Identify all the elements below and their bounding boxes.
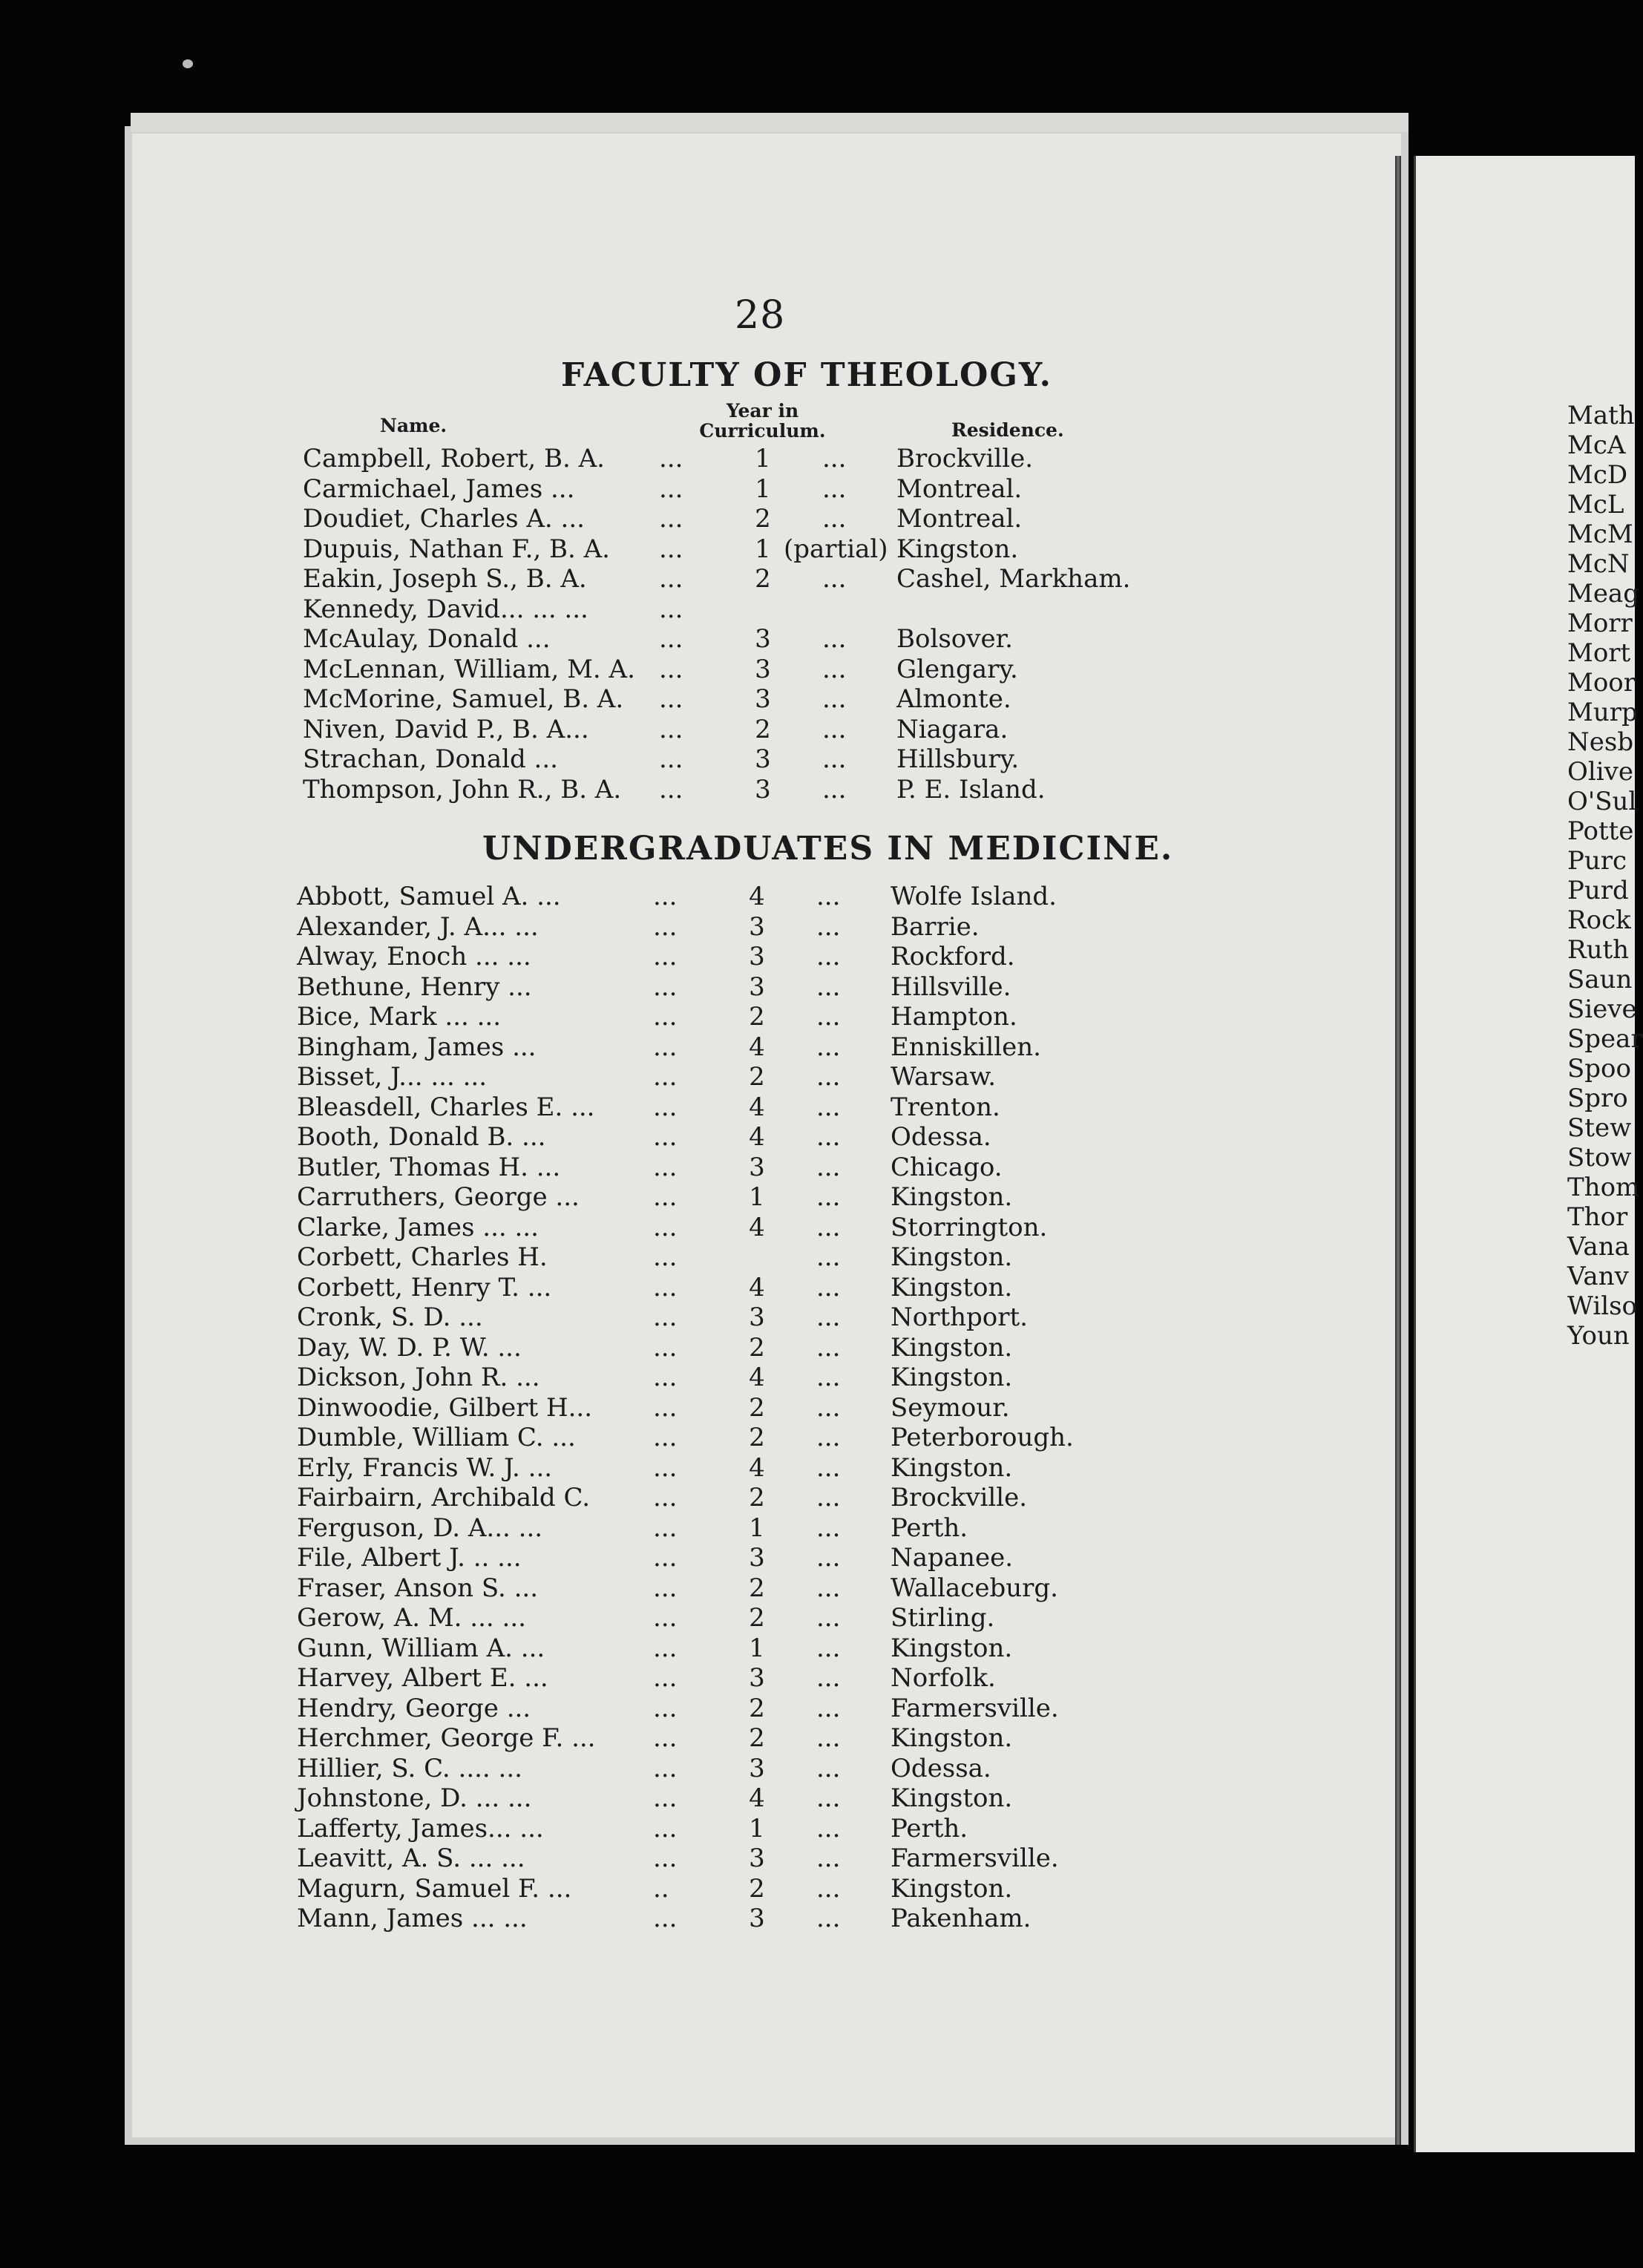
year-in-curriculum: 3	[755, 654, 771, 684]
residence: Kingston.	[891, 1363, 1013, 1392]
leader-dots: ...	[816, 1242, 841, 1272]
leader-dots: ...	[816, 1452, 841, 1483]
residence: Trenton.	[891, 1092, 1000, 1122]
leader-dots: ...	[816, 1182, 841, 1212]
year-in-curriculum: 4	[749, 1272, 765, 1302]
leader-dots: ...	[822, 624, 847, 654]
residence: Peterborough.	[891, 1423, 1074, 1452]
leader-dots: ...	[653, 1092, 678, 1122]
student-name: Gerow, A. M. ... ...	[297, 1603, 526, 1633]
student-name: Butler, Thomas H. ...	[297, 1152, 561, 1182]
leader-dots: ...	[659, 504, 683, 534]
leader-dots: ...	[653, 1783, 678, 1813]
leader-dots: ...	[816, 1392, 841, 1423]
year-in-curriculum: 1	[755, 534, 771, 564]
residence: Kingston.	[891, 1182, 1013, 1212]
student-name: McLennan, William, M. A.	[303, 654, 635, 684]
leader-dots: ...	[822, 444, 847, 473]
year-in-curriculum: 3	[749, 942, 765, 971]
name-fragment: Math	[1567, 401, 1635, 430]
leader-dots: ...	[822, 684, 847, 714]
year-in-curriculum: 2	[749, 1332, 765, 1363]
leader-dots: ...	[822, 774, 847, 804]
student-name: Kennedy, David... ... ...	[303, 594, 588, 624]
leader-dots: ...	[653, 1843, 678, 1873]
year-in-curriculum: 4	[749, 1092, 765, 1122]
residence: Hillsville.	[891, 971, 1011, 1002]
page-number: 28	[735, 293, 786, 338]
leader-dots: ...	[653, 1363, 678, 1392]
year-in-curriculum: 1	[749, 1512, 765, 1543]
year-in-curriculum: 1	[749, 1813, 765, 1843]
leader-dots: ...	[653, 1753, 678, 1783]
leader-dots: ...	[816, 942, 841, 971]
student-name: Alway, Enoch ... ...	[297, 942, 531, 971]
residence: Warsaw.	[891, 1062, 997, 1092]
residence: Kingston.	[891, 1272, 1013, 1302]
leader-dots: ...	[816, 1573, 841, 1603]
year-in-curriculum: 3	[749, 971, 765, 1002]
leader-dots: ...	[653, 1272, 678, 1302]
residence: Kingston.	[891, 1633, 1013, 1663]
leader-dots: ...	[653, 1813, 678, 1843]
leader-dots: ...	[653, 1573, 678, 1603]
medicine-heading: UNDERGRADUATES IN MEDICINE.	[482, 830, 1174, 868]
year-in-curriculum: 2	[749, 1693, 765, 1723]
residence: Enniskillen.	[891, 1032, 1041, 1062]
student-name: Corbett, Charles H.	[297, 1242, 548, 1272]
leader-dots: ...	[816, 882, 841, 911]
leader-dots: ...	[816, 1363, 841, 1392]
residence: Wolfe Island.	[891, 882, 1057, 911]
year-in-curriculum: 2	[749, 1392, 765, 1423]
column-header-year: Year in Curriculum.	[699, 400, 826, 442]
year-in-curriculum: 3	[749, 1663, 765, 1693]
leader-dots: ...	[822, 714, 847, 744]
student-name: Dickson, John R. ...	[297, 1363, 540, 1392]
student-name: Thompson, John R., B. A.	[303, 774, 622, 804]
leader-dots: ...	[816, 1423, 841, 1452]
year-in-curriculum: 2	[749, 1002, 765, 1032]
residence: Barrie.	[891, 911, 980, 942]
column-header-residence: Residence.	[951, 419, 1064, 441]
residence: Norfolk.	[891, 1663, 996, 1693]
year-in-curriculum: 3	[749, 1543, 765, 1573]
leader-dots: ...	[816, 1272, 841, 1302]
residence: Northport.	[891, 1302, 1028, 1332]
residence: Kingston.	[891, 1723, 1013, 1753]
student-name: Bingham, James ...	[297, 1032, 537, 1062]
year-in-curriculum: 3	[749, 1302, 765, 1332]
leader-dots: ...	[816, 1002, 841, 1032]
residence: Pakenham.	[891, 1904, 1032, 1933]
name-fragment: O'Sul	[1567, 787, 1637, 816]
leader-dots: ...	[653, 1452, 678, 1483]
year-in-curriculum: 3	[755, 684, 771, 714]
year-in-curriculum: 2	[749, 1723, 765, 1753]
leader-dots: ...	[816, 1122, 841, 1152]
residence: P. E. Island.	[896, 774, 1046, 804]
leader-dots: ...	[659, 624, 683, 654]
name-fragment: Sieve	[1567, 994, 1637, 1024]
leader-dots: ...	[822, 744, 847, 774]
residence: Bolsover.	[896, 624, 1013, 654]
residence: Cashel, Markham.	[896, 564, 1131, 594]
name-fragment: McD	[1567, 460, 1628, 490]
student-name: Carruthers, George ...	[297, 1182, 580, 1212]
residence: Glengary.	[896, 654, 1018, 684]
name-fragment: Ruth	[1567, 935, 1630, 965]
year-in-curriculum: 2	[749, 1573, 765, 1603]
year-in-curriculum: 4	[749, 1452, 765, 1483]
residence: Kingston.	[891, 1452, 1013, 1483]
name-fragment: Nesb	[1567, 727, 1634, 757]
year-in-curriculum: 1	[749, 1182, 765, 1212]
column-header-name: Name.	[380, 415, 447, 436]
leader-dots: ...	[653, 971, 678, 1002]
leader-dots: ...	[653, 1723, 678, 1753]
leader-dots: ...	[653, 942, 678, 971]
student-name: Mann, James ... ...	[297, 1904, 528, 1933]
student-name: Hillier, S. C. .... ...	[297, 1753, 522, 1783]
leader-dots: ...	[816, 1032, 841, 1062]
student-name: Erly, Francis W. J. ...	[297, 1452, 553, 1483]
leader-dots: ...	[659, 654, 683, 684]
leader-dots: ...	[816, 1152, 841, 1182]
name-fragment: McN	[1567, 549, 1630, 579]
name-fragment: Purd	[1567, 876, 1629, 905]
year-in-curriculum: 1	[755, 473, 771, 504]
leader-dots: ...	[816, 1302, 841, 1332]
year-note: (partial)	[784, 534, 888, 564]
leader-dots: ...	[816, 1212, 841, 1242]
year-in-curriculum: 2	[749, 1483, 765, 1512]
residence: Storrington.	[891, 1212, 1048, 1242]
residence: Kingston.	[896, 534, 1019, 564]
name-fragment: Meag	[1567, 579, 1639, 609]
name-fragment: Vana	[1567, 1232, 1630, 1262]
residence: Odessa.	[891, 1122, 991, 1152]
leader-dots: ...	[816, 1633, 841, 1663]
name-fragment: Vanv	[1567, 1262, 1629, 1291]
student-name: Carmichael, James ...	[303, 473, 575, 504]
name-fragment: Saun	[1567, 965, 1633, 994]
leader-dots: ...	[816, 1693, 841, 1723]
residence: Kingston.	[891, 1242, 1013, 1272]
leader-dots: ...	[816, 1603, 841, 1633]
residence: Brockville.	[891, 1483, 1028, 1512]
year-in-curriculum: 2	[755, 714, 771, 744]
leader-dots: ...	[822, 473, 847, 504]
leader-dots: ...	[659, 473, 683, 504]
leader-dots: ...	[659, 774, 683, 804]
student-name: Corbett, Henry T. ...	[297, 1272, 552, 1302]
year-in-curriculum: 4	[749, 1363, 765, 1392]
residence: Stirling.	[891, 1603, 995, 1633]
student-name: Strachan, Donald ...	[303, 744, 558, 774]
leader-dots: ...	[816, 1512, 841, 1543]
leader-dots: ...	[659, 594, 683, 624]
student-name: Bleasdell, Charles E. ...	[297, 1092, 595, 1122]
student-name: Leavitt, A. S. ... ...	[297, 1843, 525, 1873]
leader-dots: ...	[653, 1603, 678, 1633]
year-in-curriculum: 2	[755, 504, 771, 534]
leader-dots: ...	[653, 1062, 678, 1092]
year-in-curriculum: 4	[749, 882, 765, 911]
name-fragment: Spear	[1567, 1024, 1643, 1054]
name-fragment: McL	[1567, 490, 1624, 520]
name-fragment: Wilso	[1567, 1291, 1638, 1321]
student-name: Dupuis, Nathan F., B. A.	[303, 534, 610, 564]
name-fragment: McM	[1567, 520, 1633, 549]
student-name: Cronk, S. D. ...	[297, 1302, 483, 1332]
residence: Brockville.	[896, 444, 1034, 473]
leader-dots: ...	[653, 1543, 678, 1573]
leader-dots: ...	[816, 911, 841, 942]
residence: Chicago.	[891, 1152, 1003, 1182]
student-name: Alexander, J. A... ...	[297, 911, 539, 942]
year-in-curriculum: 1	[749, 1633, 765, 1663]
year-in-curriculum: 3	[755, 624, 771, 654]
leader-dots: ...	[822, 564, 847, 594]
residence: Almonte.	[896, 684, 1011, 714]
year-in-curriculum: 3	[755, 744, 771, 774]
leader-dots: ...	[653, 911, 678, 942]
leader-dots: ...	[816, 1723, 841, 1753]
leader-dots: ...	[816, 1813, 841, 1843]
leader-dots: ...	[816, 1783, 841, 1813]
student-name: Abbott, Samuel A. ...	[297, 882, 561, 911]
student-name: Lafferty, James... ...	[297, 1813, 544, 1843]
residence: Farmersville.	[891, 1843, 1059, 1873]
residence: Kingston.	[891, 1783, 1013, 1813]
leader-dots: ...	[653, 1512, 678, 1543]
student-name: McAulay, Donald ...	[303, 624, 551, 654]
student-name: Bisset, J... ... ...	[297, 1062, 488, 1092]
student-name: Harvey, Albert E. ...	[297, 1663, 548, 1693]
name-fragment: Stew	[1567, 1113, 1632, 1143]
student-name: Niven, David P., B. A...	[303, 714, 589, 744]
student-name: Clarke, James ... ...	[297, 1212, 539, 1242]
student-name: McMorine, Samuel, B. A.	[303, 684, 624, 714]
residence: Wallaceburg.	[891, 1573, 1058, 1603]
student-name: Dinwoodie, Gilbert H...	[297, 1392, 593, 1423]
name-fragment: Rock	[1567, 905, 1631, 935]
name-fragment: Moor	[1567, 668, 1636, 698]
leader-dots: ...	[653, 1122, 678, 1152]
theology-heading: FACULTY OF THEOLOGY.	[561, 356, 1052, 394]
leader-dots: ...	[816, 1663, 841, 1693]
leader-dots: ...	[653, 1904, 678, 1933]
name-fragment: Thor	[1567, 1202, 1628, 1232]
student-name: Dumble, William C. ...	[297, 1423, 576, 1452]
leader-dots: ...	[659, 714, 683, 744]
year-in-curriculum: 3	[749, 1753, 765, 1783]
leader-dots: ...	[816, 1904, 841, 1933]
leader-dots: ...	[816, 1332, 841, 1363]
residence: Kingston.	[891, 1873, 1013, 1904]
residence: Rockford.	[891, 942, 1015, 971]
year-in-curriculum: 2	[749, 1062, 765, 1092]
year-in-curriculum: 1	[755, 444, 771, 473]
leader-dots: ...	[816, 1753, 841, 1783]
year-in-curriculum: 3	[749, 1152, 765, 1182]
leader-dots: ...	[653, 1242, 678, 1272]
leader-dots: ...	[653, 1212, 678, 1242]
residence: Napanee.	[891, 1543, 1014, 1573]
leader-dots: ...	[653, 1423, 678, 1452]
residence: Montreal.	[896, 504, 1023, 534]
year-in-curriculum: 2	[749, 1603, 765, 1633]
student-name: Hendry, George ...	[297, 1693, 531, 1723]
student-name: Doudiet, Charles A. ...	[303, 504, 585, 534]
student-name: Eakin, Joseph S., B. A.	[303, 564, 587, 594]
student-name: Gunn, William A. ...	[297, 1633, 545, 1663]
residence: Perth.	[891, 1512, 968, 1543]
leader-dots: ..	[653, 1873, 669, 1904]
film-speck	[183, 59, 193, 68]
leader-dots: ...	[653, 1663, 678, 1693]
year-in-curriculum: 3	[755, 774, 771, 804]
residence: Montreal.	[896, 473, 1023, 504]
year-in-curriculum: 2	[749, 1423, 765, 1452]
leader-dots: ...	[653, 1182, 678, 1212]
year-in-curriculum: 2	[749, 1873, 765, 1904]
year-in-curriculum: 4	[749, 1122, 765, 1152]
student-name: Day, W. D. P. W. ...	[297, 1332, 522, 1363]
residence: Odessa.	[891, 1753, 991, 1783]
name-fragment: Olive	[1567, 757, 1633, 787]
leader-dots: ...	[653, 882, 678, 911]
year-in-curriculum: 4	[749, 1032, 765, 1062]
leader-dots: ...	[653, 1633, 678, 1663]
leader-dots: ...	[659, 684, 683, 714]
year-in-curriculum: 4	[749, 1212, 765, 1242]
name-fragment: Stow	[1567, 1143, 1632, 1173]
leader-dots: ...	[816, 1543, 841, 1573]
student-name: Bethune, Henry ...	[297, 971, 532, 1002]
leader-dots: ...	[816, 1873, 841, 1904]
leader-dots: ...	[822, 504, 847, 534]
name-fragment: Potte	[1567, 816, 1634, 846]
name-fragment: McA	[1567, 430, 1626, 460]
leader-dots: ...	[653, 1392, 678, 1423]
leader-dots: ...	[659, 534, 683, 564]
leader-dots: ...	[653, 1483, 678, 1512]
leader-dots: ...	[816, 1483, 841, 1512]
name-fragment: Morr	[1567, 609, 1633, 638]
leader-dots: ...	[653, 1152, 678, 1182]
residence: Seymour.	[891, 1392, 1010, 1423]
student-name: Campbell, Robert, B. A.	[303, 444, 605, 473]
residence: Kingston.	[891, 1332, 1013, 1363]
year-in-curriculum: 3	[749, 1904, 765, 1933]
year-in-curriculum: 3	[749, 911, 765, 942]
page-spine	[1395, 156, 1401, 2145]
student-name: Ferguson, D. A... ...	[297, 1512, 543, 1543]
residence: Hillsbury.	[896, 744, 1020, 774]
residence: Hampton.	[891, 1002, 1017, 1032]
student-name: Magurn, Samuel F. ...	[297, 1873, 572, 1904]
leader-dots: ...	[816, 1843, 841, 1873]
name-fragment: Spro	[1567, 1084, 1628, 1113]
student-name: Bice, Mark ... ...	[297, 1002, 502, 1032]
leader-dots: ...	[659, 564, 683, 594]
leader-dots: ...	[653, 1302, 678, 1332]
residence: Niagara.	[896, 714, 1009, 744]
name-fragment: Murp	[1567, 698, 1638, 727]
year-in-curriculum: 3	[749, 1843, 765, 1873]
name-fragment: Mort	[1567, 638, 1631, 668]
year-in-curriculum: 4	[749, 1783, 765, 1813]
residence: Farmersville.	[891, 1693, 1059, 1723]
name-fragment: Spoo	[1567, 1054, 1631, 1084]
student-name: Johnstone, D. ... ...	[297, 1783, 532, 1813]
residence: Perth.	[891, 1813, 968, 1843]
student-name: Fairbairn, Archibald C.	[297, 1483, 591, 1512]
leader-dots: ...	[816, 1062, 841, 1092]
year-in-curriculum: 2	[755, 564, 771, 594]
name-fragment: Youn	[1567, 1321, 1630, 1351]
leader-dots: ...	[653, 1032, 678, 1062]
name-fragment: Purc	[1567, 846, 1627, 876]
leader-dots: ...	[816, 1092, 841, 1122]
student-name: Booth, Donald B. ...	[297, 1122, 546, 1152]
leader-dots: ...	[816, 971, 841, 1002]
right-page-name-fragments	[1567, 401, 1643, 1351]
student-name: Herchmer, George F. ...	[297, 1723, 596, 1753]
leader-dots: ...	[659, 444, 683, 473]
leader-dots: ...	[822, 654, 847, 684]
student-name: Fraser, Anson S. ...	[297, 1573, 539, 1603]
leader-dots: ...	[653, 1332, 678, 1363]
leader-dots: ...	[653, 1002, 678, 1032]
leader-dots: ...	[653, 1693, 678, 1723]
leader-dots: ...	[659, 744, 683, 774]
student-name: File, Albert J. .. ...	[297, 1543, 522, 1573]
name-fragment: Thom	[1567, 1173, 1640, 1202]
